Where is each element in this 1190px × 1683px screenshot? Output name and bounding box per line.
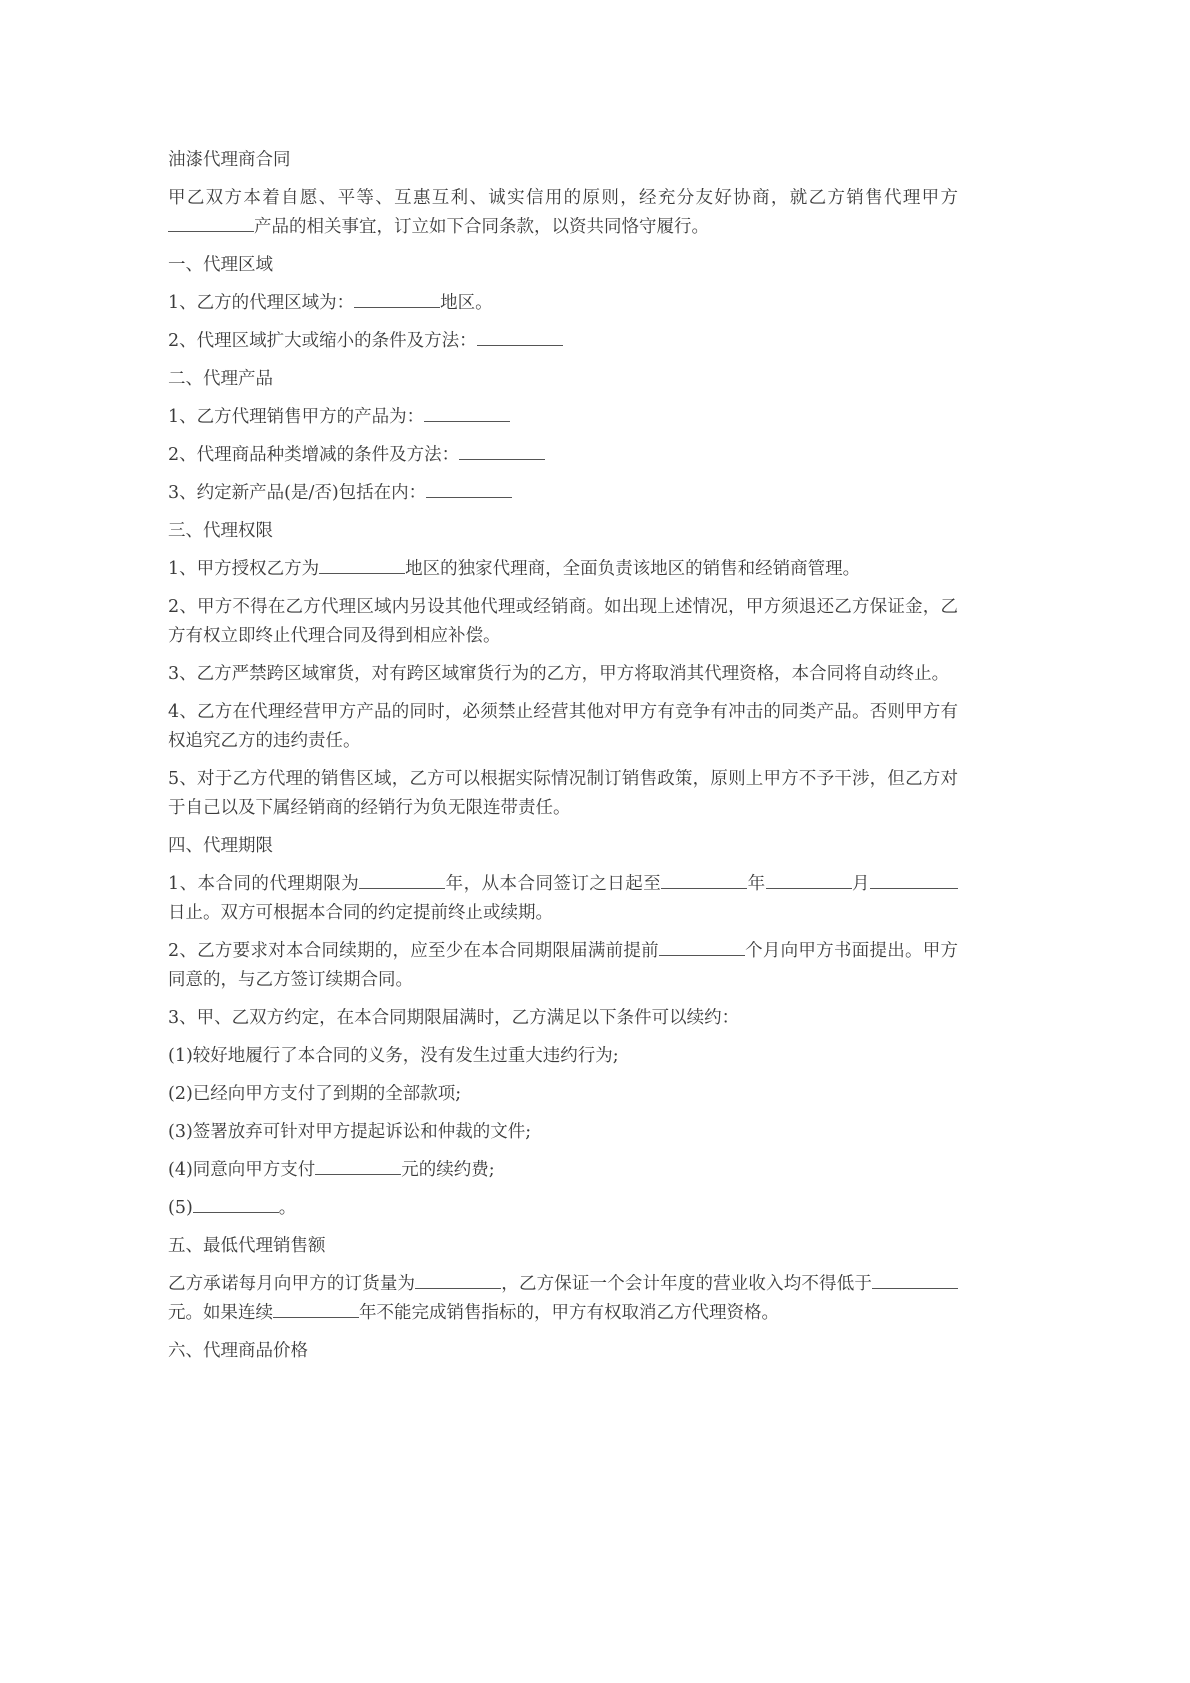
blank-field[interactable] [193,1194,279,1213]
blank-field[interactable] [766,870,852,889]
section-heading: 三、代理权限 [168,521,273,541]
condition-item [168,1194,958,1223]
section-heading: 五、最低代理销售额 [168,1236,326,1256]
blank-field[interactable] [477,327,563,346]
clause-text: (4)同意向甲方支付 [168,1160,316,1180]
clause: 5、对于乙方代理的销售区域，乙方可以根据实际情况制订销售政策，原则上甲方不予干涉，但乙方对于自己以及下属经销商的经销行为负无限连带责任。 [168,769,958,818]
clause [168,403,958,432]
section-heading: 一、代理区域 [168,255,273,275]
clause [168,555,958,584]
blank-field[interactable] [426,479,512,498]
blank-field[interactable] [319,555,405,574]
blank-field[interactable] [900,870,958,889]
blank-field[interactable] [424,403,510,422]
clause-text: (5) [168,1198,193,1218]
intro-text: 产品的相关事宜，订立如下合同条款，以资共同恪守履行。 [254,217,709,237]
clause-text: 1、甲方授权乙方为 [168,559,320,579]
clause-text: 2、代理区域扩大或缩小的条件及方法： [168,331,477,351]
intro-text: 甲乙双方本着自愿、平等、互惠互利、诚实信用的原则，经充分友好协商，就乙方销售代理甲方 [168,188,958,208]
clause-text: 乙方承诺每月向甲方的订货量为 [168,1274,416,1294]
blank-field[interactable] [415,1270,501,1289]
clause-text: 3、约定新产品(是/否)包括在内： [168,483,427,503]
blank-field[interactable] [661,870,747,889]
clause-text: 1、乙方代理销售甲方的产品为： [168,407,425,427]
condition-item: (2)已经向甲方支付了到期的全部款项; [168,1084,462,1104]
condition-item [168,1156,958,1185]
clause: 4、乙方在代理经营甲方产品的同时，必须禁止经营其他对甲方有竞争有冲击的同类产品。否则甲方有权追究乙方的违约责任。 [168,702,958,751]
clause-text: 元的续约费; [401,1160,495,1180]
blank-field[interactable] [870,870,900,889]
clause-text: 地区。 [440,293,493,313]
clause-text: 。 [278,1198,297,1218]
clause [168,1270,958,1328]
clause [168,479,958,508]
section-heading: 六、代理商品价格 [168,1341,308,1361]
clause: 3、乙方严禁跨区域窜货，对有跨区域窜货行为的乙方，甲方将取消其代理资格，本合同将自动终止。 [168,664,950,684]
clause-text: 月 [851,874,871,894]
document-title: 油漆代理商合同 [168,150,291,170]
clause: 2、甲方不得在乙方代理区域内另设其他代理或经销商。如出现上述情况，甲方须退还乙方保证金，乙方有权立即终止代理合同及得到相应补偿。 [168,597,958,646]
clause-text: ，乙方保证一个会计年度的营业收入均不得低于 [501,1274,873,1294]
clause-text: 1、本合同的代理期限为 [168,874,360,894]
clause [168,289,958,318]
clause [168,327,958,356]
clause-text: 地区的独家代理商，全面负责该地区的销售和经销商管理。 [405,559,861,579]
clause-text: 年不能完成销售指标的，甲方有权取消乙方代理资格。 [359,1303,779,1323]
clause [168,441,958,470]
condition-item: (3)签署放弃可针对甲方提起诉讼和仲裁的文件; [168,1122,532,1142]
blank-field[interactable] [872,1270,958,1289]
clause-text: 日止。双方可根据本合同的约定提前终止或续期。 [168,903,553,923]
clause-text: 2、乙方要求对本合同续期的，应至少在本合同期限届满前提前 [168,941,659,961]
intro-paragraph [168,184,958,242]
clause-text: 元。如果连续 [168,1303,273,1323]
clause-text: 2、代理商品种类增减的条件及方法： [168,445,460,465]
blank-field[interactable] [168,213,254,232]
section-heading: 四、代理期限 [168,836,273,856]
clause [168,870,958,928]
clause [168,937,958,995]
blank-field[interactable] [354,289,440,308]
condition-item: (1)较好地履行了本合同的义务，没有发生过重大违约行为; [168,1046,619,1066]
clause: 3、甲、乙双方约定，在本合同期限届满时，乙方满足以下条件可以续约： [168,1008,740,1028]
contract-document [168,146,958,1375]
blank-field[interactable] [359,870,445,889]
section-heading: 二、代理产品 [168,369,273,389]
clause-text: 年，从本合同签订之日起至 [445,874,662,894]
blank-field[interactable] [273,1299,359,1318]
blank-field[interactable] [315,1156,401,1175]
clause-text: 1、乙方的代理区域为： [168,293,355,313]
blank-field[interactable] [459,441,545,460]
clause-text: 年 [747,874,766,894]
clause-text: 个月向甲方书面提出。甲方同意的，与乙方签订续期合同。 [168,941,958,990]
blank-field[interactable] [659,937,745,956]
